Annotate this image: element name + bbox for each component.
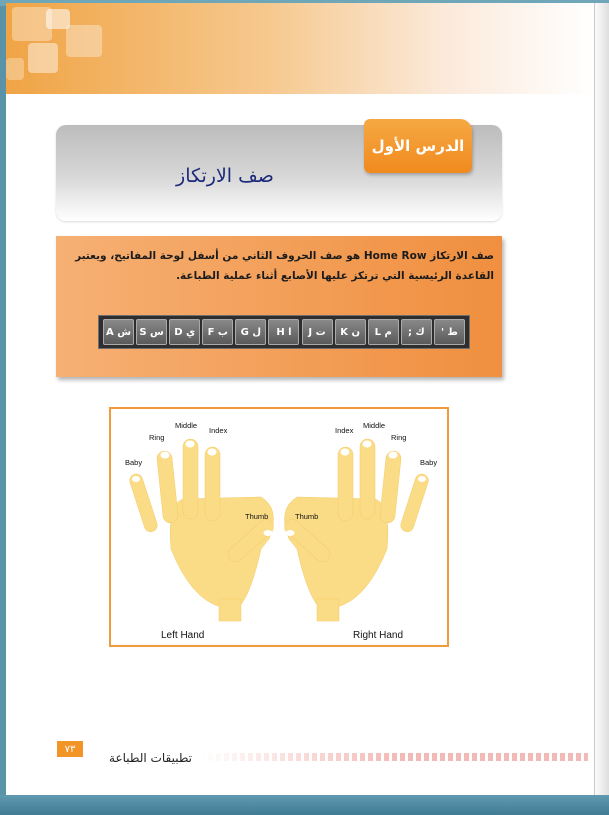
key-f: F ب — [202, 319, 233, 345]
key-k: K ن — [335, 319, 366, 345]
nail — [132, 476, 140, 482]
left-hand-label: Left Hand — [161, 630, 205, 641]
hands-illustration — [111, 409, 447, 645]
finger-label: Middle — [363, 421, 386, 430]
book-page — [6, 3, 594, 795]
right-finger-ring — [379, 450, 401, 523]
nail — [161, 452, 170, 459]
finger-label: Thumb — [245, 512, 269, 521]
finger-label: Thumb — [295, 512, 319, 521]
nail — [341, 449, 350, 456]
decor-square — [66, 25, 102, 57]
decor-square — [6, 58, 24, 80]
header-banner — [6, 3, 594, 94]
key-h: H ا — [268, 319, 299, 345]
right-wrist — [317, 599, 339, 621]
key-g: G ل — [235, 319, 266, 345]
right-finger-baby — [399, 472, 430, 533]
finger-label: Ring — [149, 433, 165, 442]
description-text: صف الارتكاز Home Row هو صف الحروف الثاني من أسفل لوحة المفاتيح، ويعتبر القاعدة الرئيسية التي ترتكز عليها الأصابع أثناء عملية الطباعة. — [75, 250, 494, 282]
lesson-title: صف الارتكاز — [176, 165, 274, 187]
finger-label: Baby — [420, 458, 438, 467]
finger-label: Ring — [391, 433, 407, 442]
left-finger-ring — [156, 450, 178, 523]
nail — [186, 441, 195, 448]
page-number: ٧٣ — [57, 741, 83, 757]
nail — [389, 452, 398, 459]
nail — [363, 441, 372, 448]
left-finger-baby — [128, 472, 159, 533]
finger-label: Index — [209, 426, 228, 435]
decor-square — [28, 43, 58, 73]
window-frame-bottom — [0, 795, 609, 815]
finger-label: Index — [335, 426, 354, 435]
next-page-edge — [594, 3, 609, 795]
nail — [208, 449, 217, 456]
right-hand-label: Right Hand — [353, 630, 404, 641]
hands-diagram — [109, 407, 449, 647]
left-finger-index — [205, 447, 220, 521]
key-a: A ش — [103, 319, 134, 345]
nail — [418, 476, 426, 482]
nail — [286, 530, 295, 536]
left-wrist — [219, 599, 241, 621]
home-row-keys — [98, 315, 470, 349]
key-l: L م — [368, 319, 399, 345]
right-finger-middle — [360, 439, 375, 519]
key-s: S س — [136, 319, 167, 345]
key-j: J ت — [302, 319, 333, 345]
left-finger-middle — [183, 439, 198, 519]
lesson-badge: الدرس الأول — [364, 119, 472, 173]
nail — [264, 530, 273, 536]
footer-dotted-fade — [200, 753, 400, 761]
right-finger-index — [338, 447, 353, 521]
book-title: تطبيقات الطباعة — [109, 751, 192, 765]
finger-label: Middle — [175, 421, 198, 430]
finger-label: Baby — [125, 458, 143, 467]
key-d: D ي — [169, 319, 200, 345]
key-quote: ' ط — [434, 319, 465, 345]
key-semicolon: ; ك — [401, 319, 432, 345]
